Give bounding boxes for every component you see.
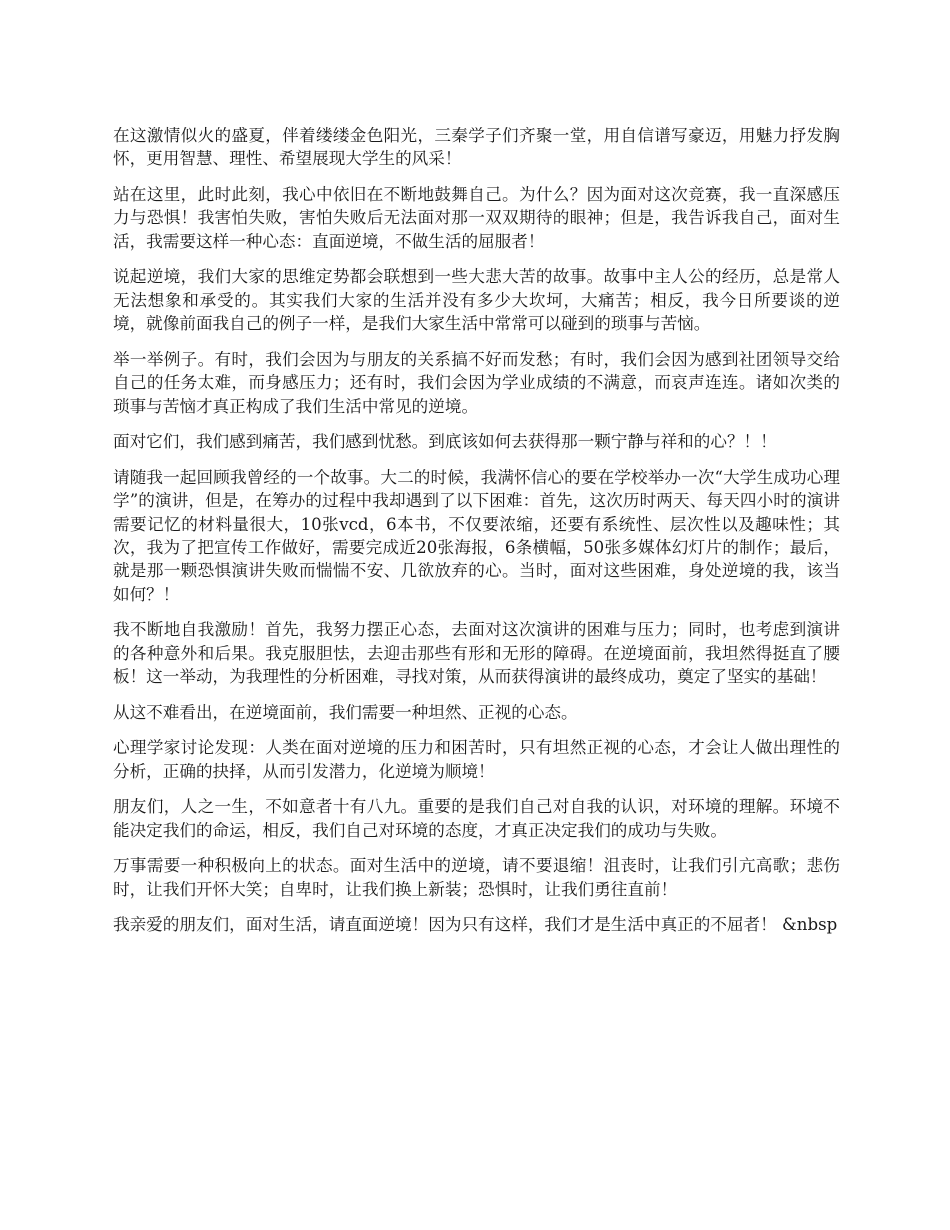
paragraph-8: 从这不难看出，在逆境面前，我们需要一种坦然、正视的心态。 <box>113 702 578 722</box>
paragraph-6: 请随我一起回顾我曾经的一个故事。大二的时候，我满怀信心的要在学校举办一次“大学生成功心理学”的演讲，但是，在筹办的过程中我却遇到了以下困难：首先，这次历时两天、每天四小时的演讲需要记忆的材料量很大，10张vcd，6本书，不仅要浓缩，还要有系统性、层次性以及趣味性；其次，我为了把宣传工作做好，需要完成近20张海报，6条横幅，50张多媒体幻灯片的制作；最后，就是那一颗恐惧演讲失败而惴惴不安、几欲放弃的心。当时，面对这些困难，身处逆境的我，该当如何？！ <box>113 467 840 604</box>
paragraph-10: 朋友们，人之一生，不如意者十有八九。重要的是我们自己对自我的认识，对环境的理解。环境不能决定我们的命运，相反，我们自己对环境的态度，才真正决定我们的成功与失败。 <box>113 797 840 840</box>
paragraph-5: 面对它们，我们感到痛苦，我们感到忧愁。到底该如何去获得那一颗宁静与祥和的心？！！ <box>113 432 777 452</box>
document-body <box>113 124 840 949</box>
paragraph-9: 心理学家讨论发现：人类在面对逆境的压力和困苦时，只有坦然正视的心态，才会让人做出理性的分析，正确的抉择，从而引发潜力，化逆境为顺境！ <box>113 738 840 781</box>
paragraph-1: 在这激情似火的盛夏，伴着缕缕金色阳光，三秦学子们齐聚一堂，用自信谱写豪迈，用魅力抒发胸怀，更用智慧、理性、希望展现大学生的风采！ <box>113 126 840 169</box>
paragraph-2: 站在这里，此时此刻，我心中依旧在不断地鼓舞自己。为什么？因为面对这次竞赛，我一直深感压力与恐惧！我害怕失败，害怕失败后无法面对那一双双期待的眼神；但是，我告诉我自己，面对生活，我需要这样一种心态：直面逆境，不做生活的屈服者！ <box>113 185 840 251</box>
paragraph-3: 说起逆境，我们大家的思维定势都会联想到一些大悲大苦的故事。故事中主人公的经历，总是常人无法想象和承受的。其实我们大家的生活并没有多少大坎坷，大痛苦；相反，我今日所要谈的逆境，就像前面我自己的例子一样，是我们大家生活中常常可以碰到的琐事与苦恼。 <box>113 267 840 334</box>
paragraph-12: 我亲爱的朋友们，面对生活，请直面逆境！因为只有这样，我们才是生活中真正的不屈者！ &nbsp <box>113 915 838 935</box>
paragraph-4: 举一举例子。有时，我们会因为与朋友的关系搞不好而发愁；有时，我们会因为感到社团领导交给自己的任务太难，而身感压力；还有时，我们会因为学业成绩的不满意，而哀声连连。诸如次类的琐事与苦恼才真正构成了我们生活中常见的逆境。 <box>113 349 840 416</box>
paragraph-11: 万事需要一种积极向上的状态。面对生活中的逆境，请不要退缩！沮丧时，让我们引亢高歌；悲伤时，让我们开怀大笑；自卑时，让我们换上新装；恐惧时，让我们勇往直前！ <box>113 856 840 899</box>
paragraph-7: 我不断地自我激励！首先，我努力摆正心态，去面对这次演讲的困难与压力；同时，也考虑到演讲的各种意外和后果。我克服胆怯，去迎击那些有形和无形的障碍。在逆境面前，我坦然得挺直了腰板！这一举动，为我理性的分析困难，寻找对策，从而获得演讲的最终成功，奠定了坚实的基础！ <box>113 620 840 687</box>
